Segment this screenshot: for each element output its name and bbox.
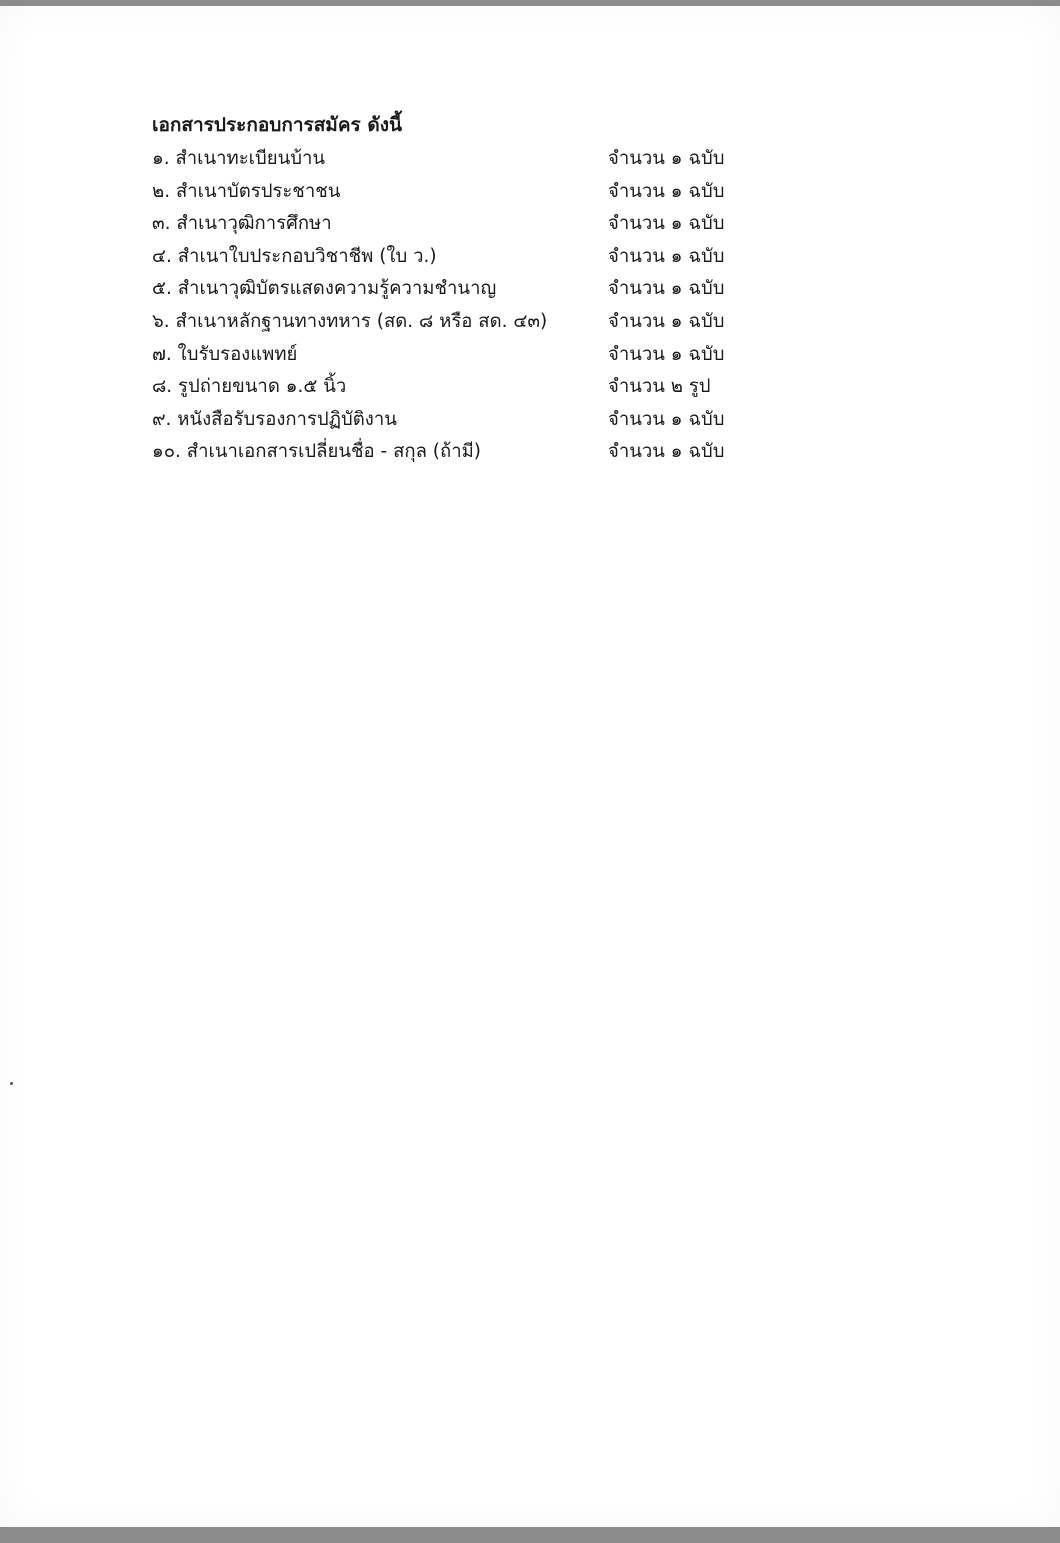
list-item <box>152 242 772 275</box>
item-count: จำนวน ๑ ฉบับ <box>608 278 725 300</box>
list-item <box>152 144 772 177</box>
item-name: ๒. สำเนาบัตรประชาชน <box>152 180 341 202</box>
list-item <box>152 177 772 210</box>
list-item <box>152 274 772 307</box>
list-item <box>152 372 772 405</box>
item-count: จำนวน ๑ ฉบับ <box>608 213 725 235</box>
item-name: ๑. สำเนาทะเบียนบ้าน <box>152 148 326 169</box>
item-count: จำนวน ๑ ฉบับ <box>608 245 725 267</box>
item-name: ๖. สำเนาหลักฐานทางทหาร (สด. ๘ หรือ สด. ๔๓) <box>152 310 548 332</box>
item-name: ๘. รูปถ่ายขนาด ๑.๕ นิ้ว <box>152 376 347 398</box>
item-name: ๕. สำเนาวุฒิบัตรแสดงความรู้ความชำนาญ <box>152 278 497 300</box>
item-name: ๔. สำเนาใบประกอบวิชาชีพ (ใบ ว.) <box>152 245 437 267</box>
list-item <box>152 437 772 470</box>
item-name: ๓. สำเนาวุฒิการศึกษา <box>152 213 332 235</box>
document-list <box>152 144 772 470</box>
list-item <box>152 405 772 438</box>
item-name: ๑๐. สำเนาเอกสารเปลี่ยนชื่อ - สกุล (ถ้ามี) <box>152 441 482 463</box>
item-count: จำนวน ๒ รูป <box>608 376 711 398</box>
item-count: จำนวน ๑ ฉบับ <box>608 441 725 463</box>
item-count: จำนวน ๑ ฉบับ <box>608 408 725 430</box>
item-count: จำนวน ๑ ฉบับ <box>608 343 725 365</box>
scan-speck <box>10 1082 13 1085</box>
document-heading: เอกสารประกอบการสมัคร ดังนี้ <box>152 114 402 136</box>
item-name: ๗. ใบรับรองแพทย์ <box>152 343 298 365</box>
item-count: จำนวน ๑ ฉบับ <box>608 310 725 332</box>
item-count: จำนวน ๑ ฉบับ <box>608 148 725 169</box>
list-item <box>152 307 772 340</box>
item-name: ๙. หนังสือรับรองการปฏิบัติงาน <box>152 408 397 430</box>
list-item <box>152 340 772 373</box>
list-item <box>152 209 772 242</box>
scanned-page <box>0 6 1060 1527</box>
item-count: จำนวน ๑ ฉบับ <box>608 180 725 202</box>
